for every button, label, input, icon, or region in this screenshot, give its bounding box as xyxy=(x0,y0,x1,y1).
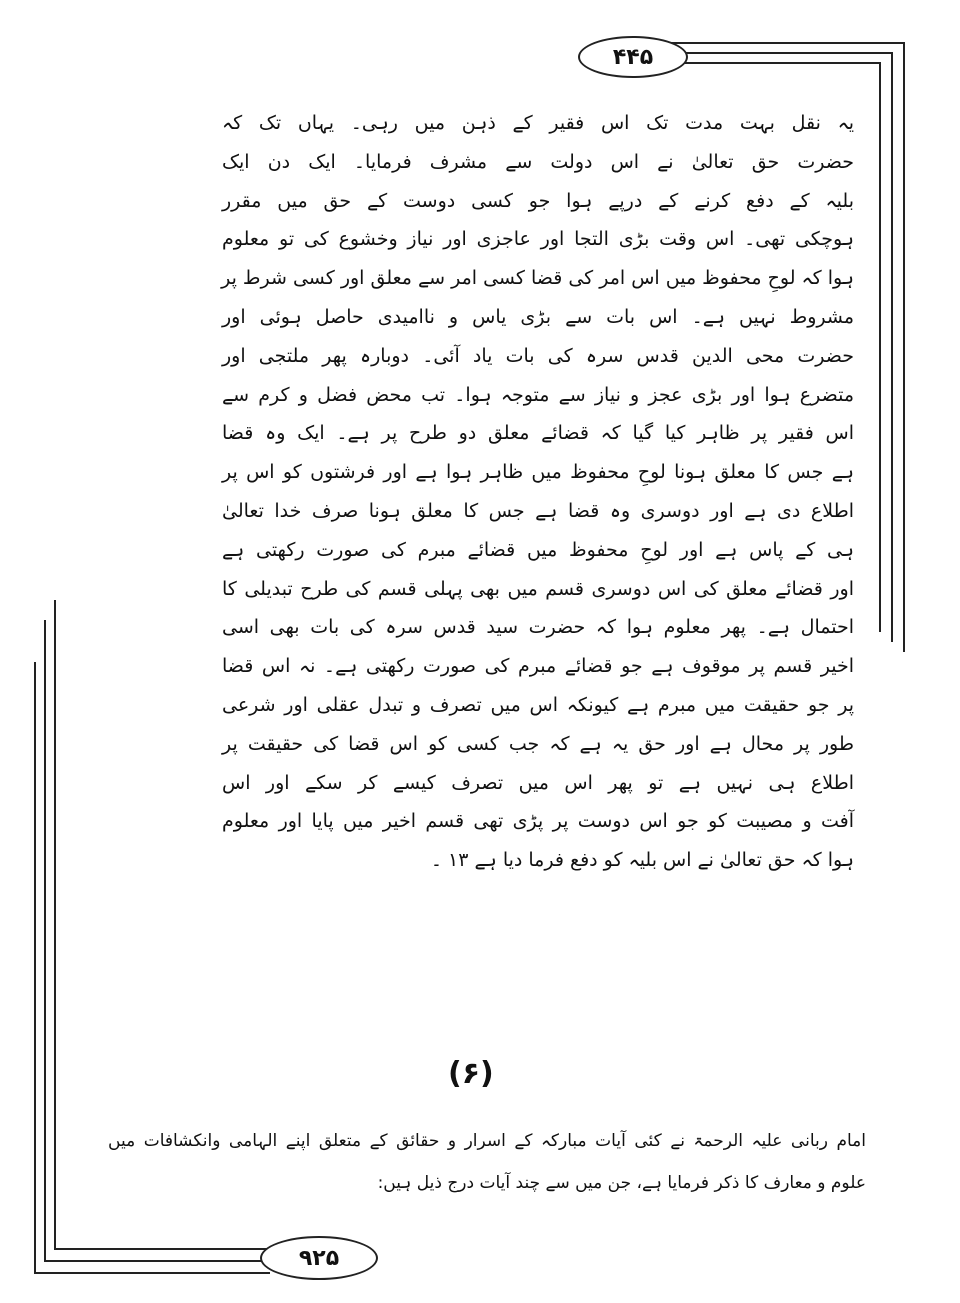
frame-left-line-inner xyxy=(54,600,56,1250)
main-line: اور قضائے معلق کی اس دوسری قسم میں بھی پہلی قسم کی طرح تبدیلی کا xyxy=(222,577,854,600)
frame-left-line-outer xyxy=(34,662,36,1274)
intro-line-last: علوم و معارف کا ذکر فرمایا ہے، جن میں سے چند آیات درج ذیل ہیں: xyxy=(377,1173,866,1193)
main-line: آفت و مصیبت کو جو اس دوست پر پڑی تھی قسم اخیر میں پایا اور معلوم xyxy=(222,810,854,833)
frame-right-line-middle xyxy=(891,52,893,642)
frame-right-line-inner xyxy=(879,62,881,632)
main-line: متضرع ہوا اور بڑی عجز و نیاز سے متوجہ ہوا۔ تب محض فضل و کرم سے xyxy=(222,383,854,406)
main-line: اطلاع دی ہے اور دوسری وہ قضا ہے جس کا معلق ہونا صرف خدا تعالیٰ xyxy=(222,499,854,522)
main-line: اس فقیر پر ظاہر کیا گیا کہ قضائے معلق دو طرح پر ہے۔ ایک وہ قضا xyxy=(222,422,854,445)
frame-bottom-line-inner xyxy=(54,1248,270,1250)
main-line: ہے جس کا معلق ہونا لوحِ محفوظ میں ظاہر ہوا ہے اور فرشتوں کو اس پر xyxy=(222,461,854,484)
main-line: اخیر قسم پر موقوف ہے جو قضائے مبرم کی صورت رکھتی ہے۔ نہ اس قضا xyxy=(222,655,854,678)
main-line: مشروط نہیں ہے۔ اس بات سے بڑی یاس و ناامیدی حاصل ہوئی اور xyxy=(222,305,854,328)
main-line: حضرت محی الدین قدس سرہ کی بات یاد آئی۔ دوبارہ پھر ملتجی اور xyxy=(222,344,854,367)
intro-paragraph xyxy=(108,1120,866,1204)
main-line: یہ نقل بہت مدت تک اس فقیر کے ذہن میں رہی۔ یہاں تک کہ xyxy=(222,112,854,134)
section-number: (۶) xyxy=(448,1056,494,1091)
frame-bottom-line-outer xyxy=(34,1272,270,1274)
bottom-page-number xyxy=(260,1236,378,1280)
main-line: ہی کے پاس ہے اور لوحِ محفوظ میں قضائے مبرم کی صورت رکھتی ہے xyxy=(222,538,854,561)
top-page-number-text: ۴۴۵ xyxy=(612,44,654,70)
main-line: پر جو حقیقت میں مبرم ہے کیونکہ اس میں تصرف و تبدل عقلی اور شرعی xyxy=(222,693,854,716)
intro-line: امام ربانی علیہ الرحمۃ نے کئی آیات مبارکہ کے اسرار و حقائق کے متعلق اپنے الہامی وانکشافات میں xyxy=(108,1131,866,1151)
main-line: ہوا کہ لوحِ محفوظ میں اس امر کی قضا کسی امر سے معلق اور کسی شرط پر xyxy=(221,267,854,290)
main-paragraph xyxy=(222,104,854,880)
frame-right-line-outer xyxy=(903,42,905,652)
main-line: ہوچکی تھی۔ اس وقت بڑی التجا اور عاجزی اور نیاز وخشوع کی تو معلوم xyxy=(222,228,854,251)
main-line-last: ہوا کہ حق تعالیٰ نے اس بلیہ کو دفع فرما دیا ہے ۱۳ ۔ xyxy=(430,849,854,872)
main-line: بلیہ کے دفع کرنے کے درپے ہوا جو کسی دوست کے حق میں مقرر xyxy=(222,189,854,212)
main-line: حضرت حق تعالیٰ نے اس دولت سے مشرف فرمایا۔ ایک دن ایک xyxy=(222,150,854,173)
frame-bottom-line-middle xyxy=(44,1260,270,1262)
bottom-page-number-text: ۹۲۵ xyxy=(298,1245,340,1271)
main-line: اطلاع ہی نہیں ہے تو پھر اس میں تصرف کیسے کر سکے اور اس xyxy=(222,771,854,794)
main-line: طور پر محال ہے اور حق یہ ہے کہ جب کسی کو اس قضا کی حقیقت پر xyxy=(222,732,854,755)
frame-left-line-middle xyxy=(44,620,46,1262)
top-page-number xyxy=(578,36,688,78)
main-line: احتمال ہے۔ پھر معلوم ہوا کہ حضرت سید قدس سرہ کی بات بھی اسی xyxy=(222,616,854,639)
